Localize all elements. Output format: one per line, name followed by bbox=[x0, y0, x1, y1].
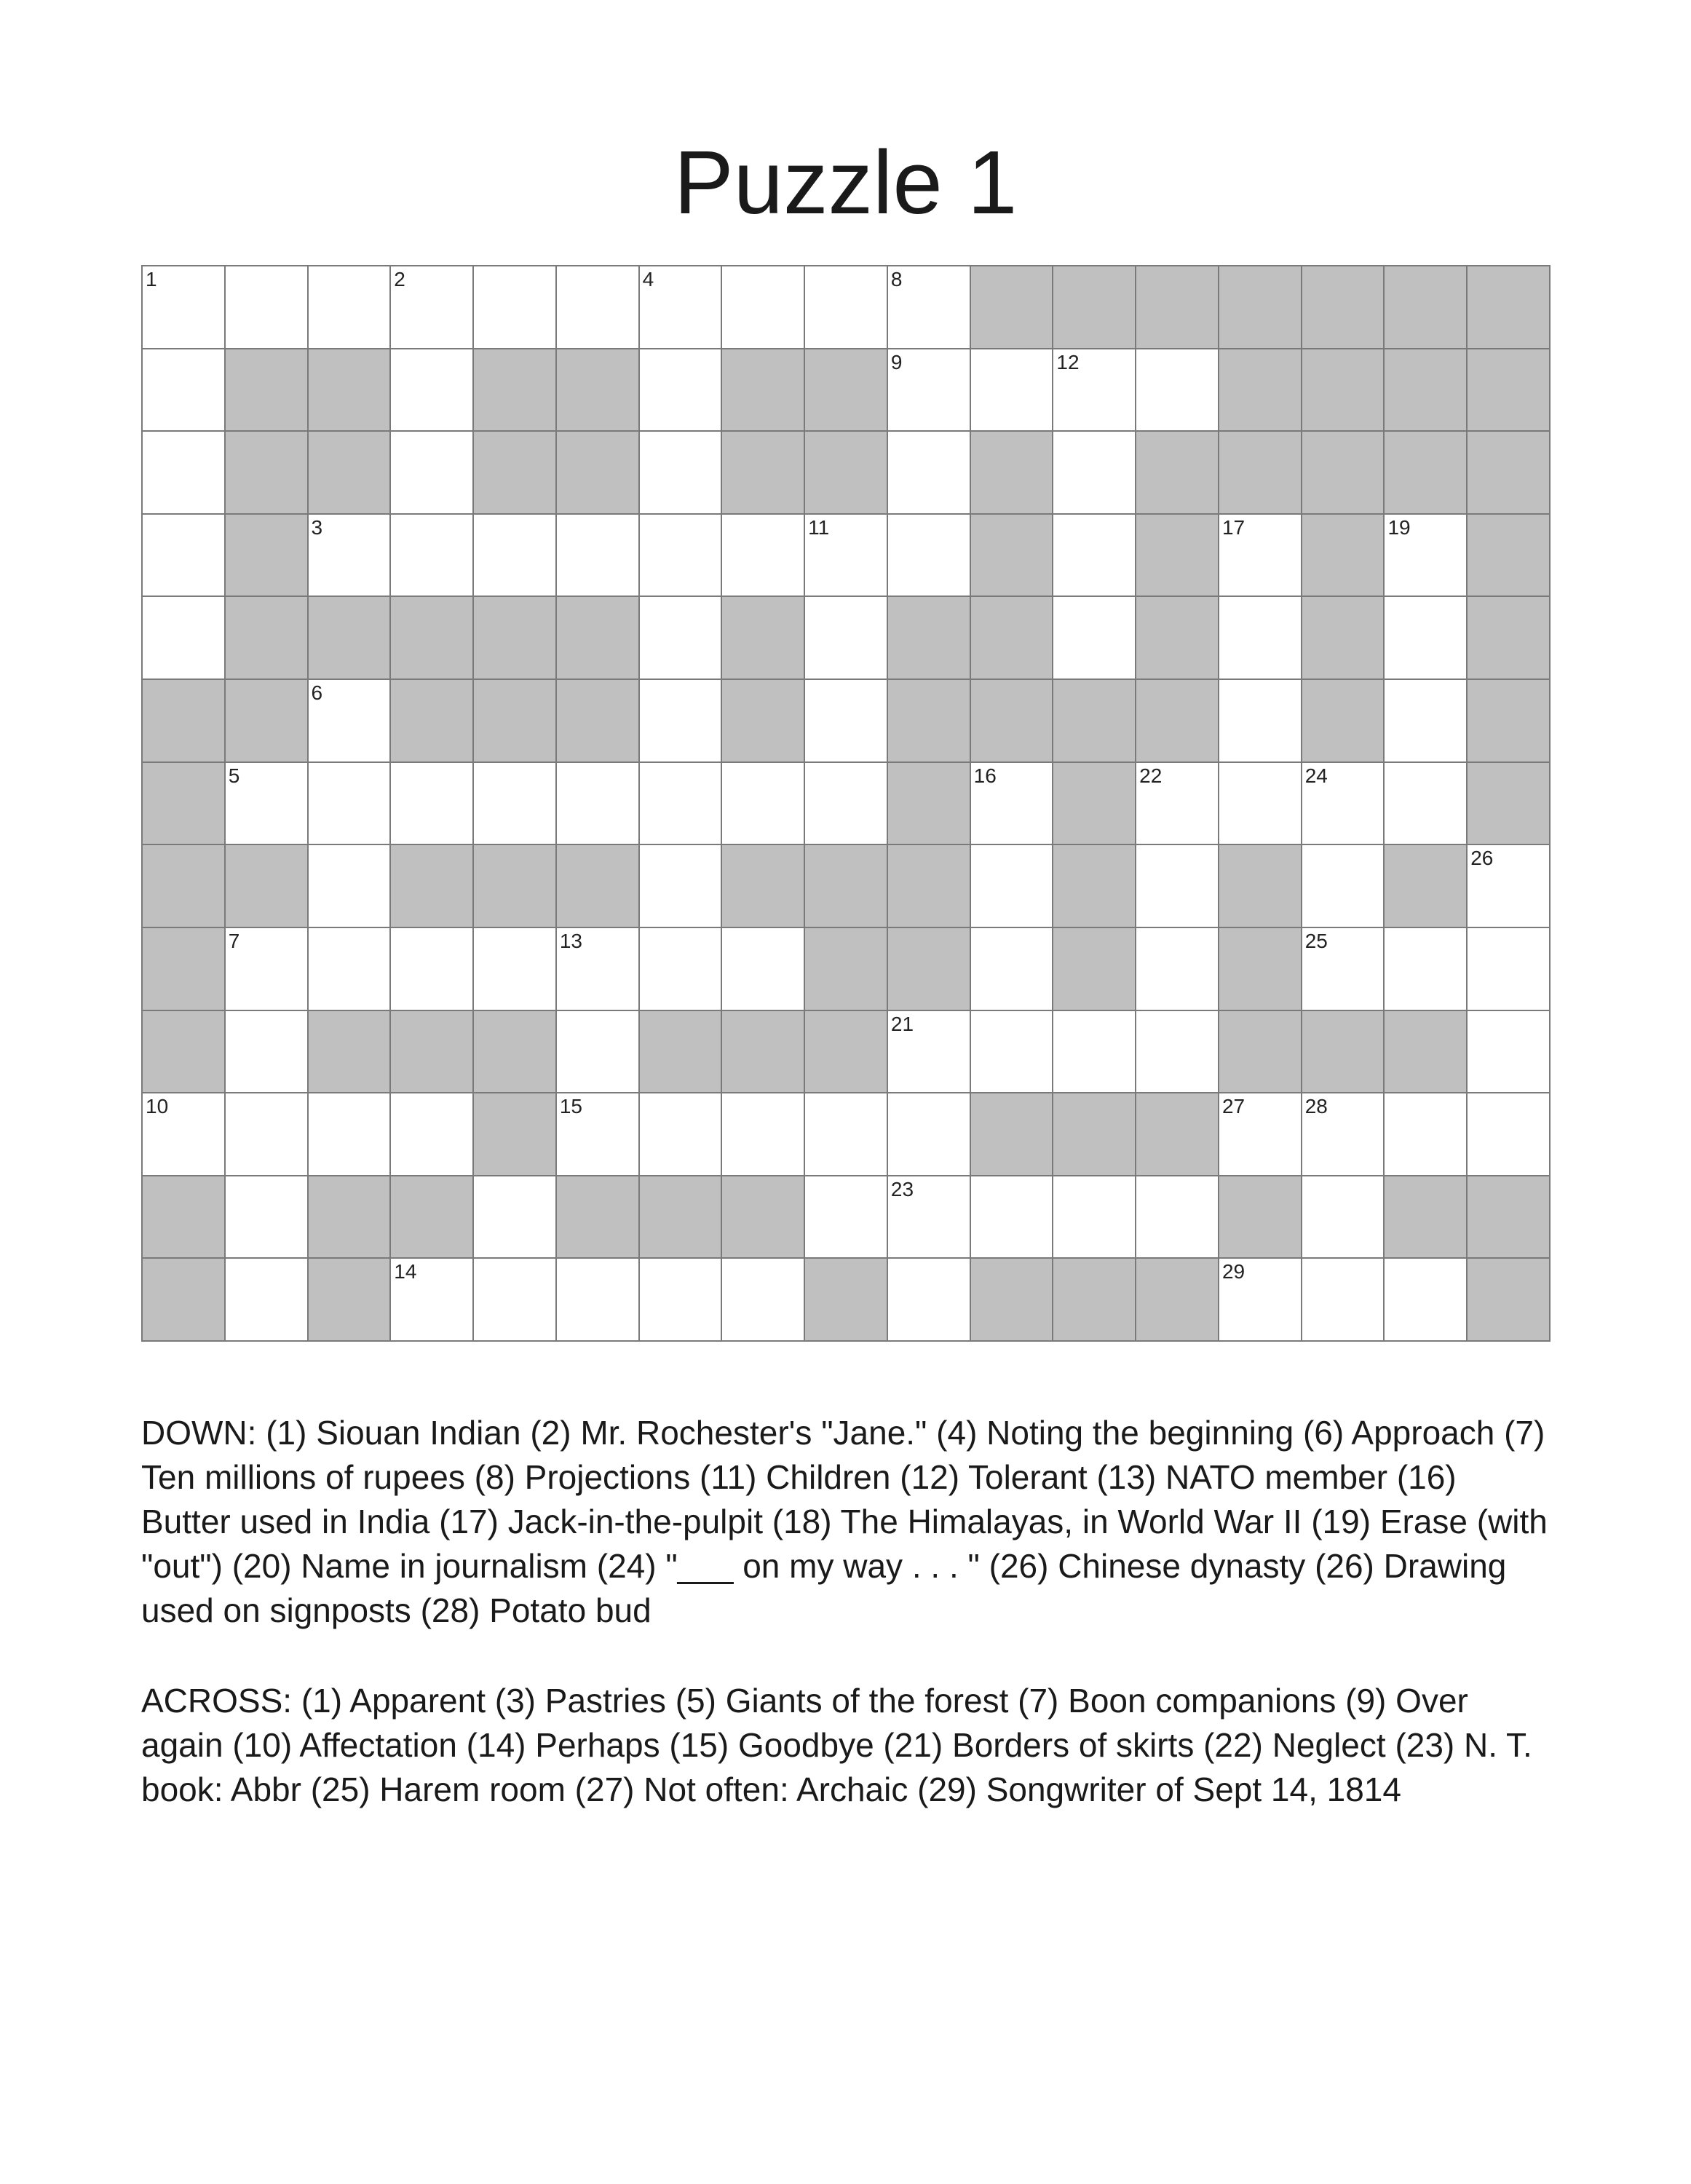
grid-cell[interactable] bbox=[1385, 1093, 1468, 1176]
grid-cell[interactable] bbox=[1385, 763, 1468, 846]
grid-cell[interactable] bbox=[474, 1176, 557, 1259]
clue-number: 4 bbox=[642, 268, 654, 290]
grid-cell[interactable] bbox=[1219, 1259, 1302, 1342]
block-cell bbox=[1385, 432, 1468, 515]
across-clues: ACROSS: (1) Apparent (3) Pastries (5) Giants of the forest (7) Boon companions (9) Over again (10) Affectation (14) Perhaps (15) Goodbye (21) Borders of skirts (22) Neglect (23) N. T. book: Abbr (25) Harem room (27) Not often: Archaic (29) Songwriter of Sept 14, 1814 bbox=[141, 1682, 1532, 1808]
grid-cell[interactable] bbox=[226, 1259, 309, 1342]
grid-cell[interactable] bbox=[309, 266, 392, 349]
page-title: Puzzle 1 bbox=[673, 133, 1018, 233]
block-cell bbox=[971, 432, 1054, 515]
grid-cell[interactable] bbox=[1385, 928, 1468, 1011]
grid-cell[interactable] bbox=[640, 845, 723, 928]
grid-cell[interactable] bbox=[1468, 1011, 1551, 1094]
grid-cell[interactable] bbox=[640, 928, 723, 1011]
grid-cell[interactable] bbox=[971, 845, 1054, 928]
block-cell bbox=[474, 1093, 557, 1176]
clue-number: 17 bbox=[1221, 515, 1246, 539]
grid-cell[interactable] bbox=[143, 266, 226, 349]
block-cell bbox=[805, 845, 888, 928]
grid-cell[interactable] bbox=[888, 1093, 971, 1176]
block-cell bbox=[1302, 515, 1385, 598]
grid-cell[interactable] bbox=[1136, 763, 1219, 846]
grid-cell[interactable] bbox=[888, 349, 971, 432]
block-cell bbox=[805, 349, 888, 432]
grid-cell[interactable] bbox=[1136, 349, 1219, 432]
block-cell bbox=[1468, 763, 1551, 846]
block-cell bbox=[1053, 845, 1136, 928]
grid-cell[interactable] bbox=[1219, 680, 1302, 763]
clue-number: 24 bbox=[1304, 764, 1328, 787]
block-cell bbox=[557, 432, 640, 515]
block-cell bbox=[1136, 1259, 1219, 1342]
block-cell bbox=[1385, 845, 1468, 928]
block-cell bbox=[722, 349, 805, 432]
grid-cell[interactable] bbox=[971, 1011, 1054, 1094]
block-cell bbox=[143, 1011, 226, 1094]
grid-cell[interactable] bbox=[1136, 1176, 1219, 1259]
block-cell bbox=[1468, 1259, 1551, 1342]
block-cell bbox=[391, 680, 474, 763]
grid-cell[interactable] bbox=[557, 763, 640, 846]
block-cell bbox=[1053, 763, 1136, 846]
grid-cell[interactable] bbox=[309, 763, 392, 846]
grid-cell[interactable] bbox=[557, 1259, 640, 1342]
grid-cell[interactable] bbox=[474, 515, 557, 598]
block-cell bbox=[722, 1176, 805, 1259]
block-cell bbox=[474, 680, 557, 763]
block-cell bbox=[640, 1176, 723, 1259]
grid-cell[interactable] bbox=[722, 928, 805, 1011]
grid-cell[interactable] bbox=[474, 1259, 557, 1342]
grid-cell[interactable] bbox=[1385, 597, 1468, 680]
grid-cell[interactable] bbox=[640, 432, 723, 515]
block-cell bbox=[888, 845, 971, 928]
grid-cell[interactable] bbox=[722, 515, 805, 598]
clue-number: 10 bbox=[146, 1095, 169, 1118]
block-cell bbox=[391, 1176, 474, 1259]
grid-cell[interactable] bbox=[226, 763, 309, 846]
block-cell bbox=[1219, 349, 1302, 432]
grid-cell[interactable] bbox=[309, 845, 392, 928]
block-cell bbox=[1468, 1176, 1551, 1259]
block-cell bbox=[971, 515, 1054, 598]
grid-cell[interactable] bbox=[1053, 1011, 1136, 1094]
clue-number: 26 bbox=[1470, 847, 1494, 870]
block-cell bbox=[1302, 349, 1385, 432]
block-cell bbox=[1053, 680, 1136, 763]
grid-cell[interactable] bbox=[971, 763, 1054, 846]
clue-number: 13 bbox=[559, 929, 582, 952]
clue-number: 16 bbox=[973, 764, 997, 787]
grid-cell[interactable] bbox=[557, 1011, 640, 1094]
grid-cell[interactable] bbox=[888, 1176, 971, 1259]
block-cell bbox=[1385, 266, 1468, 349]
grid-cell[interactable] bbox=[391, 432, 474, 515]
clue-number: 6 bbox=[311, 681, 323, 705]
grid-cell[interactable] bbox=[391, 266, 474, 349]
grid-cell[interactable] bbox=[888, 1259, 971, 1342]
block-cell bbox=[226, 680, 309, 763]
grid-cell[interactable] bbox=[1385, 1259, 1468, 1342]
grid-cell[interactable] bbox=[888, 515, 971, 598]
grid-cell[interactable] bbox=[143, 597, 226, 680]
block-cell bbox=[143, 928, 226, 1011]
block-cell bbox=[226, 432, 309, 515]
grid-cell[interactable] bbox=[226, 266, 309, 349]
block-cell bbox=[1219, 928, 1302, 1011]
block-cell bbox=[805, 1259, 888, 1342]
block-cell bbox=[309, 349, 392, 432]
clue-number: 22 bbox=[1139, 764, 1163, 787]
grid-cell[interactable] bbox=[888, 1011, 971, 1094]
block-cell bbox=[309, 1259, 392, 1342]
clue-number: 5 bbox=[228, 764, 240, 787]
grid-cell[interactable] bbox=[143, 515, 226, 598]
grid-cell[interactable] bbox=[1053, 349, 1136, 432]
grid-cell[interactable] bbox=[805, 515, 888, 598]
block-cell bbox=[143, 1259, 226, 1342]
grid-cell[interactable] bbox=[1136, 1011, 1219, 1094]
grid-cell[interactable] bbox=[1302, 763, 1385, 846]
clue-number: 11 bbox=[808, 515, 830, 539]
block-cell bbox=[1385, 1176, 1468, 1259]
clue-number: 29 bbox=[1221, 1260, 1246, 1283]
grid-cell[interactable] bbox=[474, 266, 557, 349]
block-cell bbox=[1468, 597, 1551, 680]
block-cell bbox=[888, 597, 971, 680]
grid-cell[interactable] bbox=[1053, 432, 1136, 515]
grid-cell[interactable] bbox=[143, 432, 226, 515]
block-cell bbox=[1219, 432, 1302, 515]
grid-cell[interactable] bbox=[640, 1093, 723, 1176]
grid-cell[interactable] bbox=[1468, 928, 1551, 1011]
block-cell bbox=[474, 349, 557, 432]
grid-cell[interactable] bbox=[1302, 845, 1385, 928]
block-cell bbox=[557, 349, 640, 432]
grid-cell[interactable] bbox=[722, 763, 805, 846]
grid-cell[interactable] bbox=[391, 515, 474, 598]
block-cell bbox=[143, 680, 226, 763]
block-cell bbox=[1053, 266, 1136, 349]
grid-cell[interactable] bbox=[143, 1093, 226, 1176]
block-cell bbox=[971, 680, 1054, 763]
block-cell bbox=[805, 1011, 888, 1094]
block-cell bbox=[1302, 266, 1385, 349]
block-cell bbox=[971, 1259, 1054, 1342]
grid-cell[interactable] bbox=[309, 1093, 392, 1176]
grid-cell[interactable] bbox=[722, 266, 805, 349]
grid-cell[interactable] bbox=[1385, 680, 1468, 763]
block-cell bbox=[1385, 349, 1468, 432]
block-cell bbox=[1468, 515, 1551, 598]
grid-cell[interactable] bbox=[1468, 1093, 1551, 1176]
block-cell bbox=[1302, 432, 1385, 515]
grid-cell[interactable] bbox=[391, 349, 474, 432]
grid-cell[interactable] bbox=[391, 928, 474, 1011]
clue-number: 27 bbox=[1221, 1095, 1246, 1118]
grid-cell[interactable] bbox=[971, 1176, 1054, 1259]
clue-number: 7 bbox=[228, 929, 240, 952]
block-cell bbox=[226, 845, 309, 928]
block-cell bbox=[1302, 680, 1385, 763]
block-cell bbox=[888, 928, 971, 1011]
block-cell bbox=[1136, 1093, 1219, 1176]
grid-cell[interactable] bbox=[1302, 1093, 1385, 1176]
block-cell bbox=[143, 1176, 226, 1259]
grid-cell[interactable] bbox=[309, 928, 392, 1011]
block-cell bbox=[1053, 928, 1136, 1011]
clue-number: 15 bbox=[559, 1095, 582, 1118]
block-cell bbox=[971, 597, 1054, 680]
grid-cell[interactable] bbox=[1053, 515, 1136, 598]
block-cell bbox=[309, 597, 392, 680]
block-cell bbox=[143, 845, 226, 928]
grid-cell[interactable] bbox=[1468, 845, 1551, 928]
block-cell bbox=[1219, 1176, 1302, 1259]
grid-cell[interactable] bbox=[226, 928, 309, 1011]
grid-cell[interactable] bbox=[722, 1093, 805, 1176]
grid-cell[interactable] bbox=[640, 680, 723, 763]
block-cell bbox=[1053, 1093, 1136, 1176]
block-cell bbox=[474, 432, 557, 515]
grid-cell[interactable] bbox=[640, 515, 723, 598]
block-cell bbox=[226, 515, 309, 598]
clue-number: 25 bbox=[1304, 929, 1328, 952]
grid-cell[interactable] bbox=[226, 1011, 309, 1094]
clue-number: 28 bbox=[1304, 1095, 1328, 1118]
grid-cell[interactable] bbox=[1136, 928, 1219, 1011]
block-cell bbox=[1468, 432, 1551, 515]
grid-cell[interactable] bbox=[888, 266, 971, 349]
block-cell bbox=[1219, 1011, 1302, 1094]
grid-cell[interactable] bbox=[971, 928, 1054, 1011]
block-cell bbox=[722, 597, 805, 680]
clue-number: 12 bbox=[1056, 350, 1080, 373]
grid-cell[interactable] bbox=[1302, 928, 1385, 1011]
block-cell bbox=[1136, 515, 1219, 598]
grid-cell[interactable] bbox=[474, 763, 557, 846]
block-cell bbox=[888, 763, 971, 846]
grid-cell[interactable] bbox=[888, 432, 971, 515]
block-cell bbox=[1136, 597, 1219, 680]
grid-cell[interactable] bbox=[226, 1176, 309, 1259]
grid-cell[interactable] bbox=[309, 680, 392, 763]
block-cell bbox=[226, 597, 309, 680]
grid-cell[interactable] bbox=[1136, 845, 1219, 928]
grid-cell[interactable] bbox=[557, 266, 640, 349]
grid-cell[interactable] bbox=[557, 928, 640, 1011]
grid-cell[interactable] bbox=[640, 763, 723, 846]
clue-number: 2 bbox=[394, 268, 405, 290]
block-cell bbox=[309, 1176, 392, 1259]
grid-cell[interactable] bbox=[971, 349, 1054, 432]
down-clues: DOWN: (1) Siouan Indian (2) Mr. Rochester's "Jane." (4) Noting the beginning (6) Approach (7) Ten millions of rupees (8) Projections (11) Children (12) Tolerant (13) NATO member (16) Butter used in India (17) Jack-in-the-pulpit (18) The Himalayas, in World War II (19) Erase (with "out") (20) Name in journalism (24) "___ on my way . . . " (26) Chinese dynasty (26) Drawing used on signposts (28) Potato bud bbox=[141, 1414, 1548, 1629]
grid-cell[interactable] bbox=[640, 266, 723, 349]
block-cell bbox=[1468, 349, 1551, 432]
grid-cell[interactable] bbox=[557, 515, 640, 598]
grid-cell[interactable] bbox=[391, 1093, 474, 1176]
grid-cell[interactable] bbox=[391, 1259, 474, 1342]
clue-number: 21 bbox=[890, 1012, 914, 1035]
grid-cell[interactable] bbox=[805, 1176, 888, 1259]
block-cell bbox=[1219, 266, 1302, 349]
grid-cell[interactable] bbox=[1219, 515, 1302, 598]
block-cell bbox=[722, 680, 805, 763]
block-cell bbox=[391, 597, 474, 680]
block-cell bbox=[722, 432, 805, 515]
grid-cell[interactable] bbox=[805, 597, 888, 680]
grid-cell[interactable] bbox=[1219, 1093, 1302, 1176]
grid-cell[interactable] bbox=[805, 680, 888, 763]
clue-number: 8 bbox=[890, 268, 903, 290]
block-cell bbox=[1219, 845, 1302, 928]
crossword-grid bbox=[141, 265, 1551, 1342]
block-cell bbox=[391, 1011, 474, 1094]
grid-cell[interactable] bbox=[309, 515, 392, 598]
block-cell bbox=[1468, 680, 1551, 763]
grid-cell[interactable] bbox=[1053, 1176, 1136, 1259]
block-cell bbox=[309, 432, 392, 515]
block-cell bbox=[1468, 266, 1551, 349]
grid-cell[interactable] bbox=[1302, 1259, 1385, 1342]
block-cell bbox=[557, 597, 640, 680]
block-cell bbox=[1385, 1011, 1468, 1094]
block-cell bbox=[557, 845, 640, 928]
clue-number: 14 bbox=[394, 1260, 417, 1283]
grid-cell[interactable] bbox=[1053, 597, 1136, 680]
grid-cell[interactable] bbox=[226, 1093, 309, 1176]
block-cell bbox=[143, 763, 226, 846]
block-cell bbox=[805, 928, 888, 1011]
grid-cell[interactable] bbox=[640, 1259, 723, 1342]
grid-cell[interactable] bbox=[805, 1093, 888, 1176]
grid-cell[interactable] bbox=[640, 597, 723, 680]
clue-number: 19 bbox=[1387, 515, 1411, 539]
clue-number: 1 bbox=[146, 268, 157, 290]
grid-cell[interactable] bbox=[1219, 763, 1302, 846]
block-cell bbox=[309, 1011, 392, 1094]
block-cell bbox=[722, 845, 805, 928]
block-cell bbox=[1136, 432, 1219, 515]
grid-cell[interactable] bbox=[722, 1259, 805, 1342]
grid-cell[interactable] bbox=[474, 928, 557, 1011]
grid-cell[interactable] bbox=[1385, 515, 1468, 598]
grid-cell[interactable] bbox=[143, 349, 226, 432]
clue-number: 23 bbox=[890, 1177, 914, 1200]
block-cell bbox=[1136, 680, 1219, 763]
block-cell bbox=[474, 1011, 557, 1094]
block-cell bbox=[1053, 1259, 1136, 1342]
grid-cell[interactable] bbox=[805, 266, 888, 349]
block-cell bbox=[971, 266, 1054, 349]
block-cell bbox=[1302, 1011, 1385, 1094]
grid-cell[interactable] bbox=[1302, 1176, 1385, 1259]
grid-cell[interactable] bbox=[1219, 597, 1302, 680]
grid-cell[interactable] bbox=[557, 1093, 640, 1176]
grid-cell[interactable] bbox=[805, 763, 888, 846]
block-cell bbox=[391, 845, 474, 928]
block-cell bbox=[474, 845, 557, 928]
block-cell bbox=[557, 1176, 640, 1259]
clue-number: 9 bbox=[890, 350, 903, 373]
block-cell bbox=[226, 349, 309, 432]
block-cell bbox=[888, 680, 971, 763]
block-cell bbox=[474, 597, 557, 680]
block-cell bbox=[640, 1011, 723, 1094]
block-cell bbox=[1136, 266, 1219, 349]
grid-cell[interactable] bbox=[391, 763, 474, 846]
grid-cell[interactable] bbox=[640, 349, 723, 432]
block-cell bbox=[1302, 597, 1385, 680]
block-cell bbox=[557, 680, 640, 763]
block-cell bbox=[971, 1093, 1054, 1176]
clue-number: 3 bbox=[311, 515, 323, 539]
block-cell bbox=[805, 432, 888, 515]
block-cell bbox=[722, 1011, 805, 1094]
